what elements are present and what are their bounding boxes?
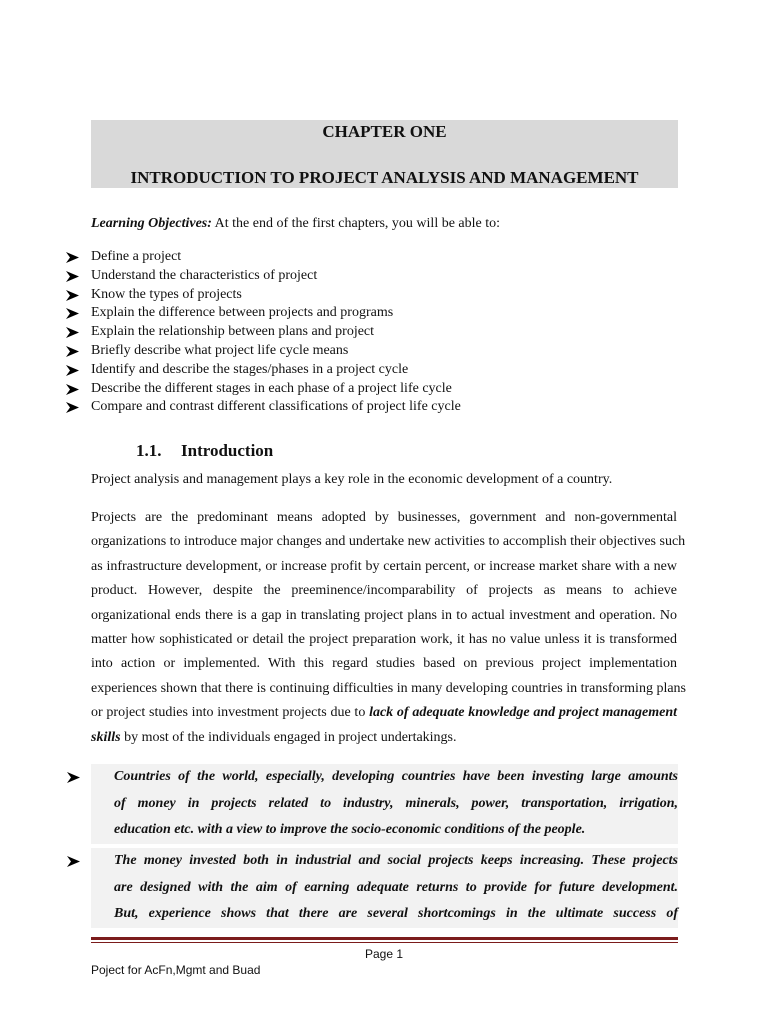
- chapter-title: CHAPTER ONE: [322, 122, 447, 141]
- paragraph-line: experiences shown that there is continuing difficulties in many developing countries in transforming plans: [91, 680, 686, 696]
- learning-objectives-intro: [91, 214, 500, 234]
- arrow-bullet-icon: [66, 365, 79, 376]
- arrow-bullet-icon: [66, 346, 79, 357]
- objectives-list: [66, 248, 461, 417]
- paragraph-text: or project studies into investment projects due to: [91, 705, 370, 721]
- bullet-line: The money invested both in industrial and social projects keeps increasing. These projects: [114, 853, 678, 868]
- paragraph-line: organizational ends there is a gap in translating project plans in to actual investment and operation. No: [91, 607, 677, 623]
- arrow-bullet-icon: [67, 772, 80, 783]
- section-heading: [136, 440, 273, 462]
- list-item: [66, 248, 461, 267]
- arrow-bullet-icon: [66, 384, 79, 395]
- objective-text: Describe the different stages in each phase of a project life cycle: [91, 380, 452, 396]
- learning-objectives-text: At the end of the first chapters, you will be able to:: [211, 216, 501, 231]
- list-item: [66, 380, 461, 399]
- paragraph-line: [91, 701, 677, 725]
- arrow-bullet-icon: [66, 252, 79, 263]
- paragraph-line: into action or implemented. With this regard studies based on previous project implementation: [91, 656, 677, 672]
- objective-text: Compare and contrast different classifications of project life cycle: [91, 399, 461, 415]
- list-item: [66, 323, 461, 342]
- objective-text: Briefly describe what project life cycle means: [91, 342, 349, 358]
- list-item: [66, 286, 461, 305]
- paragraph-line: product. However, despite the preeminence/incomparability of projects as means to achieve: [91, 583, 677, 599]
- paragraph-line: [91, 726, 677, 750]
- objective-text: Explain the difference between projects and programs: [91, 305, 394, 321]
- list-item: [66, 267, 461, 286]
- bullet-line: Countries of the world, especially, developing countries have been investing large amounts: [114, 769, 678, 784]
- paragraph-line: as infrastructure development, or increase profit by certain percent, or increase market share with a new: [91, 558, 677, 574]
- arrow-bullet-icon: [66, 402, 79, 413]
- objective-text: Identify and describe the stages/phases in a project cycle: [91, 361, 409, 377]
- arrow-bullet-icon: [66, 327, 79, 338]
- highlighted-bullet: [91, 848, 678, 928]
- paragraph-line: Projects are the predominant means adopted by businesses, government and non-governmental: [91, 510, 677, 525]
- objective-text: Define a project: [91, 249, 182, 264]
- list-item: [66, 398, 461, 417]
- section-title: Introduction: [181, 441, 274, 460]
- highlighted-bullet: [91, 764, 678, 844]
- body-paragraph: [91, 506, 686, 750]
- objective-text: Explain the relationship between plans and project: [91, 324, 375, 340]
- bullet-line: of money in projects related to industry, minerals, power, transportation, irrigation,: [114, 795, 678, 811]
- list-item: [66, 361, 461, 380]
- chapter-heading-box: [91, 120, 678, 188]
- objective-text: Know the types of projects: [91, 286, 242, 302]
- arrow-bullet-icon: [66, 308, 79, 319]
- arrow-bullet-icon: [66, 271, 79, 282]
- footer-text: Poject for AcFn,Mgmt and Buad: [91, 963, 261, 977]
- learning-objectives-label: Learning Objectives:: [91, 216, 212, 231]
- list-item: [66, 304, 461, 323]
- arrow-bullet-icon: [66, 290, 79, 301]
- bullet-line: education etc. with a view to improve the socio-economic conditions of the people.: [114, 822, 586, 837]
- emphasized-text: skills: [91, 729, 121, 745]
- paragraph-line: organizations to introduce major changes and undertake new activities to accomplish their objectives such: [91, 534, 686, 550]
- bullet-line: But, experience shows that there are several shortcomings in the ultimate success of: [114, 906, 678, 921]
- paragraph-line: matter how sophisticated or detail the project preparation work, it has no value unless it is transformed: [91, 631, 677, 647]
- footer-rule-thick: [91, 937, 678, 940]
- bullet-line: are designed with the aim of earning adequate returns to provide for future development.: [114, 879, 678, 895]
- page-number: Page 1: [364, 947, 404, 961]
- paragraph-text: by most of the individuals engaged in project undertakings.: [120, 729, 457, 745]
- objective-text: Understand the characteristics of project: [91, 267, 318, 283]
- intro-sentence: Project analysis and management plays a key role in the economic development of a country.: [91, 472, 613, 487]
- list-item: [66, 342, 461, 361]
- chapter-subtitle: INTRODUCTION TO PROJECT ANALYSIS AND MANAGEMENT: [130, 168, 639, 187]
- section-number: 1.1.: [136, 441, 162, 460]
- arrow-bullet-icon: [67, 856, 80, 867]
- emphasized-text: lack of adequate knowledge and project management: [369, 705, 678, 721]
- footer-rule-thin: [91, 942, 678, 943]
